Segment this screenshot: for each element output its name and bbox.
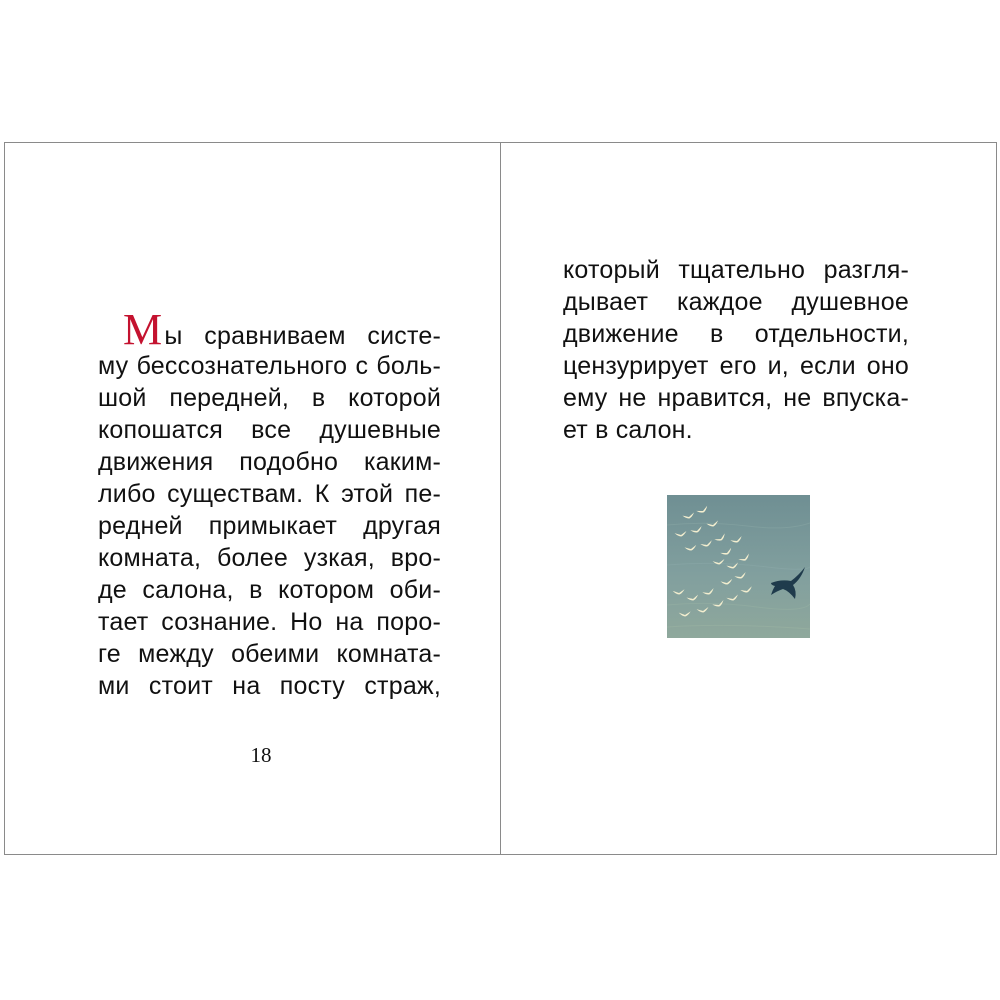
text-line-3: шой передней, в которой <box>98 384 441 412</box>
text-line-9: де салона, в котором оби- <box>98 576 441 604</box>
text-line-12: ми стоит на посту страж, <box>98 672 441 700</box>
right-page <box>501 143 996 854</box>
text-line-2: му бессознательного с боль- <box>98 352 441 380</box>
drop-cap: М <box>123 305 163 354</box>
text-line-8: комната, более узкая, вро- <box>98 544 441 572</box>
swallows-illustration <box>667 495 810 638</box>
first-line-text: ы сравниваем систе- <box>164 322 441 350</box>
text-line-1 <box>123 305 441 354</box>
text-line-11: ге между обеими комната- <box>98 640 441 668</box>
book-spread <box>4 142 997 855</box>
text-line-6: либо существам. К этой пе- <box>98 480 441 508</box>
text-line-7: редней примыкает другая <box>98 512 441 540</box>
text-line-2: дывает каждое душевное <box>563 288 909 316</box>
text-line-4: копошатся все душевные <box>98 416 441 444</box>
text-line-5: ему не нравится, не впуска- <box>563 384 909 412</box>
text-line-10: тает сознание. Но на поро- <box>98 608 441 636</box>
text-line-4: цензурирует его и, если оно <box>563 352 909 380</box>
left-page <box>5 143 500 854</box>
page-number: 18 <box>250 743 272 767</box>
text-line-6: ет в салон. <box>563 416 693 444</box>
text-line-3: движение в отдельности, <box>563 320 909 348</box>
text-line-1: который тщательно разгля- <box>563 256 909 284</box>
text-line-5: движения подобно каким- <box>98 448 441 476</box>
